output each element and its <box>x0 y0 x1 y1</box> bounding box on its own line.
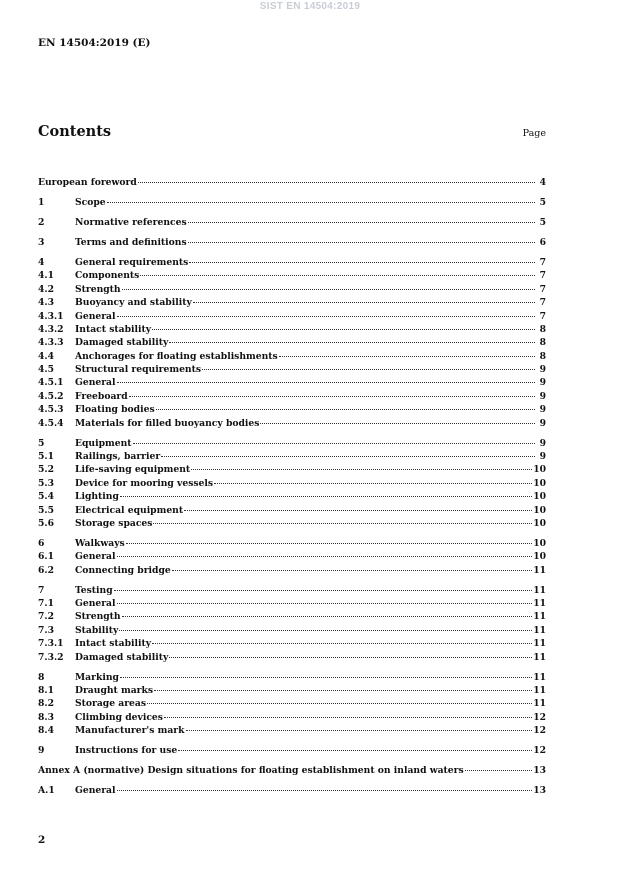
toc-leader-dots <box>117 315 535 317</box>
toc-leader-dots <box>133 442 535 444</box>
toc-entry-number: 4.5.4 <box>38 417 64 429</box>
toc-entry-page: 10 <box>533 491 546 503</box>
toc-entry-number: 4.4 <box>38 350 54 362</box>
toc-entry-page: 11 <box>533 698 546 710</box>
toc-entry[interactable] <box>38 744 546 757</box>
toc-entry-page: 12 <box>533 745 546 757</box>
toc-entry[interactable] <box>38 216 546 229</box>
toc-entry-title: Damaged stability <box>75 337 169 349</box>
toc-entry-number: 8.1 <box>38 685 54 697</box>
toc-entry-number: 7.3.2 <box>38 651 64 663</box>
toc-entry-title: General <box>75 598 116 610</box>
toc-leader-dots <box>117 789 533 791</box>
toc-entry-page: 10 <box>533 464 546 476</box>
toc-entry[interactable] <box>38 671 546 684</box>
toc-entry-page: 6 <box>539 236 546 248</box>
toc-entry-page: 9 <box>539 417 546 429</box>
toc-entry-page: 11 <box>533 611 546 623</box>
toc-entry[interactable] <box>38 296 546 309</box>
toc-entry-title: Buoyancy and stability <box>75 297 192 309</box>
toc-entry-page: 10 <box>533 477 546 489</box>
toc-entry-number: 6.1 <box>38 551 54 563</box>
toc-entry-title: Testing <box>75 584 113 596</box>
toc-entry[interactable] <box>38 711 546 724</box>
toc-entry-title: Scope <box>75 196 106 208</box>
toc-entry[interactable] <box>38 517 546 530</box>
toc-entry-title: Strength <box>75 283 121 295</box>
toc-entry-page: 11 <box>533 598 546 610</box>
toc-entry-page: 11 <box>533 685 546 697</box>
toc-leader-dots <box>140 274 535 276</box>
toc-entry-page: 8 <box>539 337 546 349</box>
toc-entry-title: General requirements <box>75 256 189 268</box>
toc-entry-title: Structural requirements <box>75 364 202 376</box>
toc-entry[interactable] <box>38 724 546 737</box>
toc-entry-page: 10 <box>533 551 546 563</box>
toc-leader-dots <box>164 716 532 718</box>
toc-entry-number: 7 <box>38 584 45 596</box>
toc-leader-dots <box>184 509 532 511</box>
toc-entry-page: 10 <box>533 504 546 516</box>
toc-entry-number: 6.2 <box>38 564 54 576</box>
toc-entry-number: 3 <box>38 236 45 248</box>
toc-entry[interactable] <box>38 584 546 597</box>
toc-entry-title: Damaged stability <box>75 651 169 663</box>
toc-leader-dots <box>120 495 532 497</box>
toc-leader-dots <box>169 341 535 343</box>
toc-entry[interactable] <box>38 256 546 269</box>
toc-entry[interactable] <box>38 283 546 296</box>
toc-entry-number: 4 <box>38 256 45 268</box>
toc-entry-title: Walkways <box>75 537 125 549</box>
toc-entry-page: 7 <box>539 270 546 282</box>
toc-entry-page: 5 <box>539 216 546 228</box>
toc-entry-title: Storage areas <box>75 698 147 710</box>
toc-leader-dots <box>126 542 533 544</box>
toc-entry-number: 7.1 <box>38 598 54 610</box>
toc-entry-page: 11 <box>533 564 546 576</box>
toc-entry[interactable] <box>38 610 546 623</box>
toc-entry[interactable] <box>38 336 546 349</box>
toc-entry-page: 7 <box>539 256 546 268</box>
toc-entry-title: General <box>75 785 116 797</box>
toc-entry-number: 4.1 <box>38 270 54 282</box>
toc-entry-number: 9 <box>38 745 45 757</box>
toc-entry-title: Annex A (normative) Design situations for floating establishment on inland waters <box>38 765 464 777</box>
toc-leader-dots <box>122 288 535 290</box>
toc-entry-page: 11 <box>533 638 546 650</box>
toc-entry-page: 9 <box>539 451 546 462</box>
table-of-contents <box>38 176 546 798</box>
toc-entry[interactable] <box>38 437 546 450</box>
toc-leader-dots <box>191 468 532 470</box>
toc-entry-page: 10 <box>533 537 546 549</box>
contents-title: Contents <box>38 123 112 140</box>
toc-leader-dots <box>465 769 533 771</box>
toc-entry-number: 5.5 <box>38 504 54 516</box>
toc-entry-number: A.1 <box>38 785 55 797</box>
toc-entry-page: 12 <box>533 725 546 737</box>
toc-leader-dots <box>129 395 535 397</box>
toc-entry-title: General <box>75 310 116 322</box>
toc-entry[interactable] <box>38 310 546 323</box>
toc-entry-number: 7.3 <box>38 624 54 636</box>
toc-entry[interactable] <box>38 376 546 389</box>
toc-leader-dots <box>114 589 533 591</box>
toc-entry[interactable] <box>38 477 546 490</box>
toc-entry-number: 4.3.2 <box>38 323 64 335</box>
toc-entry-title: Intact stability <box>75 323 152 335</box>
toc-entry-number: 5.2 <box>38 464 54 476</box>
toc-entry-number: 8.3 <box>38 711 54 723</box>
toc-entry-page: 13 <box>533 765 546 777</box>
toc-entry-title: Railings, barrier <box>75 451 161 462</box>
toc-entry-title: Marking <box>75 671 119 683</box>
toc-entry-page: 12 <box>533 711 546 723</box>
toc-entry-number: 5.4 <box>38 491 54 503</box>
toc-entry[interactable] <box>38 450 546 463</box>
toc-entry[interactable] <box>38 597 546 610</box>
toc-entry[interactable] <box>38 363 546 376</box>
toc-leader-dots <box>152 328 535 330</box>
toc-leader-dots <box>178 749 532 751</box>
toc-entry[interactable] <box>38 236 546 249</box>
toc-leader-dots <box>260 422 535 424</box>
toc-leader-dots <box>154 689 532 691</box>
toc-entry-number: 7.2 <box>38 611 54 623</box>
toc-entry-title: Materials for filled buoyancy bodies <box>75 417 260 429</box>
toc-leader-dots <box>214 482 532 484</box>
toc-entry-page: 8 <box>539 350 546 362</box>
document-id: EN 14504:2019 (E) <box>38 37 151 49</box>
toc-entry-title: General <box>75 377 116 389</box>
toc-leader-dots <box>147 702 532 704</box>
toc-entry[interactable] <box>38 697 546 710</box>
toc-entry-page: 9 <box>539 390 546 402</box>
toc-leader-dots <box>169 656 532 658</box>
toc-entry[interactable] <box>38 504 546 517</box>
toc-entry[interactable] <box>38 390 546 403</box>
toc-entry-title: Storage spaces <box>75 517 153 529</box>
toc-entry[interactable] <box>38 350 546 363</box>
toc-entry-number: 1 <box>38 196 45 208</box>
toc-leader-dots <box>186 729 533 731</box>
toc-entry[interactable] <box>38 463 546 476</box>
toc-entry-number: 8.4 <box>38 725 54 737</box>
toc-leader-dots <box>193 301 535 303</box>
toc-entry-title: Draught marks <box>75 685 154 697</box>
toc-entry-title: Freeboard <box>75 390 128 402</box>
toc-leader-dots <box>202 368 535 370</box>
toc-entry-number: 8 <box>38 671 45 683</box>
toc-entry-page: 9 <box>539 437 546 449</box>
toc-entry[interactable] <box>38 564 546 577</box>
toc-entry-page: 8 <box>539 323 546 335</box>
toc-leader-dots <box>156 408 535 410</box>
toc-entry-title: Floating bodies <box>75 404 155 416</box>
toc-entry-page: 13 <box>533 785 546 797</box>
toc-entry[interactable] <box>38 651 546 664</box>
toc-entry-page: 11 <box>533 584 546 596</box>
toc-leader-dots <box>120 676 532 678</box>
toc-entry[interactable] <box>38 269 546 282</box>
toc-entry-page: 9 <box>539 364 546 376</box>
toc-entry-number: 4.5 <box>38 364 54 376</box>
page-number: 2 <box>38 834 46 846</box>
toc-entry-title: Equipment <box>75 437 132 449</box>
toc-entry-title: Anchorages for floating establishments <box>75 350 278 362</box>
toc-leader-dots <box>188 241 535 243</box>
toc-entry-number: 4.3 <box>38 297 54 309</box>
toc-leader-dots <box>117 381 535 383</box>
toc-leader-dots <box>188 221 535 223</box>
toc-entry[interactable] <box>38 537 546 550</box>
toc-entry-number: 5 <box>38 437 45 449</box>
toc-leader-dots <box>152 642 532 644</box>
toc-leader-dots <box>279 355 535 357</box>
toc-leader-dots <box>117 602 533 604</box>
toc-entry[interactable] <box>38 196 546 209</box>
toc-entry-number: 5.1 <box>38 451 54 462</box>
toc-leader-dots <box>107 201 535 203</box>
toc-entry-page: 7 <box>539 310 546 322</box>
toc-entry-number: 4.3.1 <box>38 310 64 322</box>
toc-entry-page: 9 <box>539 377 546 389</box>
toc-entry-page: 7 <box>539 297 546 309</box>
toc-entry[interactable] <box>38 684 546 697</box>
toc-entry-number: 4.3.3 <box>38 337 64 349</box>
toc-entry-title: General <box>75 551 116 563</box>
toc-entry-page: 9 <box>539 404 546 416</box>
toc-entry-title: Terms and definitions <box>75 236 187 248</box>
toc-entry-number: 5.6 <box>38 517 54 529</box>
toc-leader-dots <box>117 555 533 557</box>
toc-entry-title: European foreword <box>38 177 137 188</box>
toc-entry-page: 11 <box>533 651 546 663</box>
toc-entry[interactable] <box>38 490 546 503</box>
toc-entry-title: Electrical equipment <box>75 504 184 516</box>
page-column-label: Page <box>522 128 546 139</box>
toc-entry-title: Instructions for use <box>75 745 178 757</box>
toc-entry[interactable] <box>38 550 546 563</box>
toc-entry-number: 8.2 <box>38 698 54 710</box>
toc-entry-title: Connecting bridge <box>75 564 171 576</box>
toc-entry[interactable] <box>38 764 546 777</box>
toc-entry-page: 10 <box>533 517 546 529</box>
toc-entry-number: 7.3.1 <box>38 638 64 650</box>
toc-entry-title: Climbing devices <box>75 711 163 723</box>
toc-entry-number: 4.5.2 <box>38 390 64 402</box>
toc-leader-dots <box>161 455 535 457</box>
toc-entry[interactable] <box>38 403 546 416</box>
toc-entry-number: 5.3 <box>38 477 54 489</box>
toc-leader-dots <box>122 615 533 617</box>
toc-entry-title: Manufacturer's mark <box>75 725 185 737</box>
toc-leader-dots <box>172 569 532 571</box>
toc-entry[interactable] <box>38 323 546 336</box>
toc-entry[interactable] <box>38 417 546 430</box>
toc-entry-title: Strength <box>75 611 121 623</box>
toc-entry-page: 4 <box>539 177 546 188</box>
toc-entry[interactable] <box>38 637 546 650</box>
toc-entry-number: 4.5.1 <box>38 377 64 389</box>
toc-entry-title: Intact stability <box>75 638 152 650</box>
watermark: SIST EN 14504:2019 <box>259 1 361 12</box>
toc-entry-number: 6 <box>38 537 45 549</box>
toc-leader-dots <box>138 181 535 183</box>
toc-entry-page: 5 <box>539 196 546 208</box>
toc-leader-dots <box>153 522 532 524</box>
toc-leader-dots <box>189 261 535 263</box>
toc-entry-number: 2 <box>38 216 45 228</box>
toc-entry-title: Normative references <box>75 216 187 228</box>
toc-entry[interactable] <box>38 624 546 637</box>
toc-entry-title: Life-saving equipment <box>75 464 191 476</box>
toc-entry-number: 4.2 <box>38 283 54 295</box>
toc-entry-title: Lighting <box>75 491 119 503</box>
toc-entry-title: Device for mooring vessels <box>75 477 214 489</box>
toc-entry-page: 11 <box>533 624 546 636</box>
toc-entry[interactable] <box>38 176 546 189</box>
toc-leader-dots <box>119 629 532 631</box>
toc-entry-title: Components <box>75 270 140 282</box>
toc-entry[interactable] <box>38 784 546 797</box>
toc-entry-page: 7 <box>539 283 546 295</box>
toc-entry-page: 11 <box>533 671 546 683</box>
toc-entry-title: Stability <box>75 624 119 636</box>
toc-entry-number: 4.5.3 <box>38 404 64 416</box>
